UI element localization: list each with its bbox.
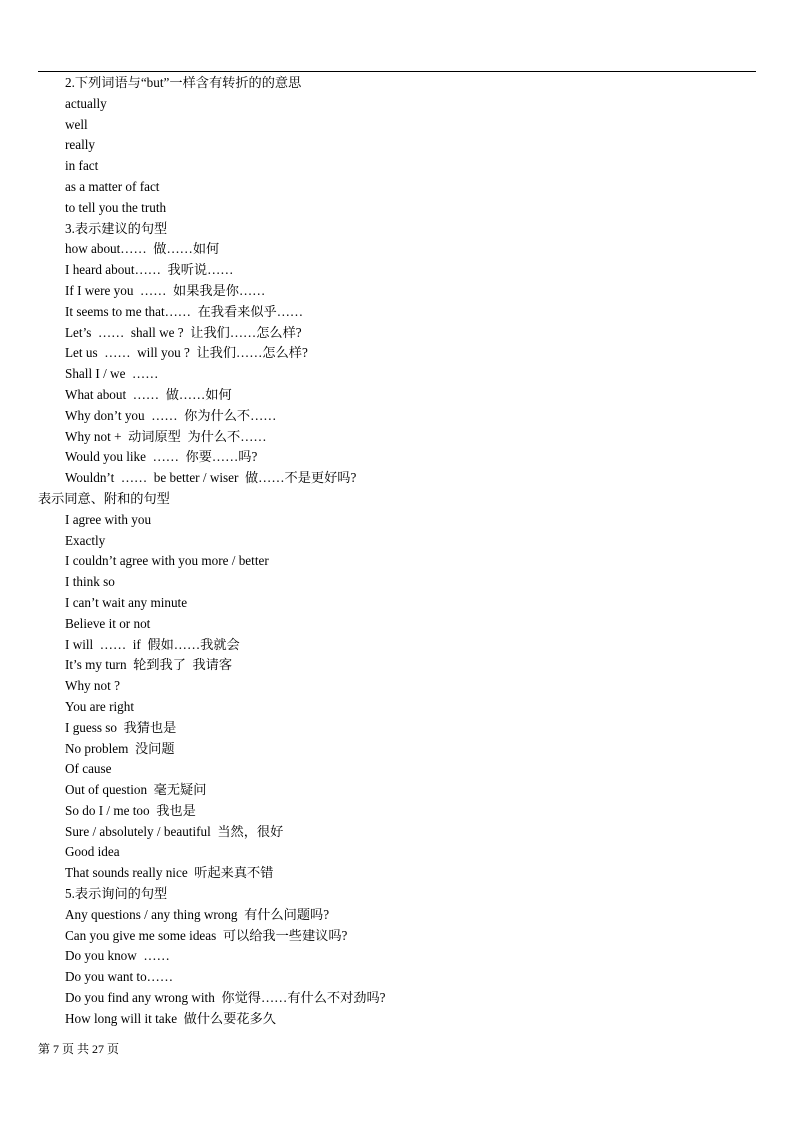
text-line: So do I / me too 我也是 [65,802,196,818]
page-footer: 第 7 页 共 27 页 [38,1042,120,1056]
text-line: Exactly [65,532,106,548]
text-line: Believe it or not [65,615,151,631]
text-line: You are right [65,698,134,714]
header-rule [38,71,756,72]
text-line: really [65,137,96,153]
text-line: actually [65,95,107,111]
text-line: to tell you the truth [65,199,167,215]
text-line: What about …… 做……如何 [65,386,232,402]
text-line: I will …… if 假如……我就会 [65,636,240,652]
text-line: Let us …… will you ? 让我们……怎么样? [65,345,308,361]
text-line: Why not + 动词原型 为什么不…… [65,428,267,444]
text-line: Do you find any wrong with 你觉得……有什么不对劲吗? [65,990,386,1006]
text-line: 2.下列词语与“but”一样含有转折的的意思 [65,75,302,90]
text-line: If I were you …… 如果我是你…… [65,282,266,298]
text-line: 5.表示询问的句型 [65,886,168,902]
text-line: in fact [65,158,99,174]
text-line: That sounds really nice 听起来真不错 [65,865,274,881]
text-line: How long will it take 做什么要花多久 [65,1010,276,1026]
text-line: as a matter of fact [65,178,160,194]
text-line: Any questions / any thing wrong 有什么问题吗? [65,906,330,922]
text-line: I can’t wait any minute [65,594,188,610]
text-line: It seems to me that…… 在我看来似乎…… [65,303,304,319]
text-line: No problem 没问题 [65,740,175,756]
text-line: Wouldn’t …… be better / wiser 做……不是更好吗? [65,470,357,486]
text-line: Let’s …… shall we ? 让我们……怎么样? [65,324,302,340]
text-line: Do you want to…… [65,969,174,985]
text-line: Good idea [65,844,120,860]
text-line: I agree with you [65,511,152,527]
text-line: Out of question 毫无疑问 [65,782,207,798]
text-line: Why don’t you …… 你为什么不…… [65,407,277,423]
text-body [0,73,793,1030]
text-line: I couldn’t agree with you more / better [65,553,269,569]
text-line: well [65,116,88,132]
text-line: I heard about…… 我听说…… [65,262,234,278]
text-line: Can you give me some ideas 可以给我一些建议吗? [65,927,348,943]
text-line: Shall I / we …… [65,366,159,382]
text-line: Sure / absolutely / beautiful 当然，很好 [65,823,284,839]
text-line: I think so [65,574,115,590]
text-line: Why not ? [65,678,120,694]
text-line: 3.表示建议的句型 [65,220,168,236]
text-line: Of cause [65,761,112,777]
text-line: I guess so 我猜也是 [65,719,177,735]
text-line: how about…… 做……如何 [65,241,220,257]
text-line: Would you like …… 你要……吗? [65,449,258,465]
text-line: It’s my turn 轮到我了 我请客 [65,657,233,673]
text-line: 表示同意、附和的句型 [38,490,170,506]
text-line: Do you know …… [65,948,170,964]
